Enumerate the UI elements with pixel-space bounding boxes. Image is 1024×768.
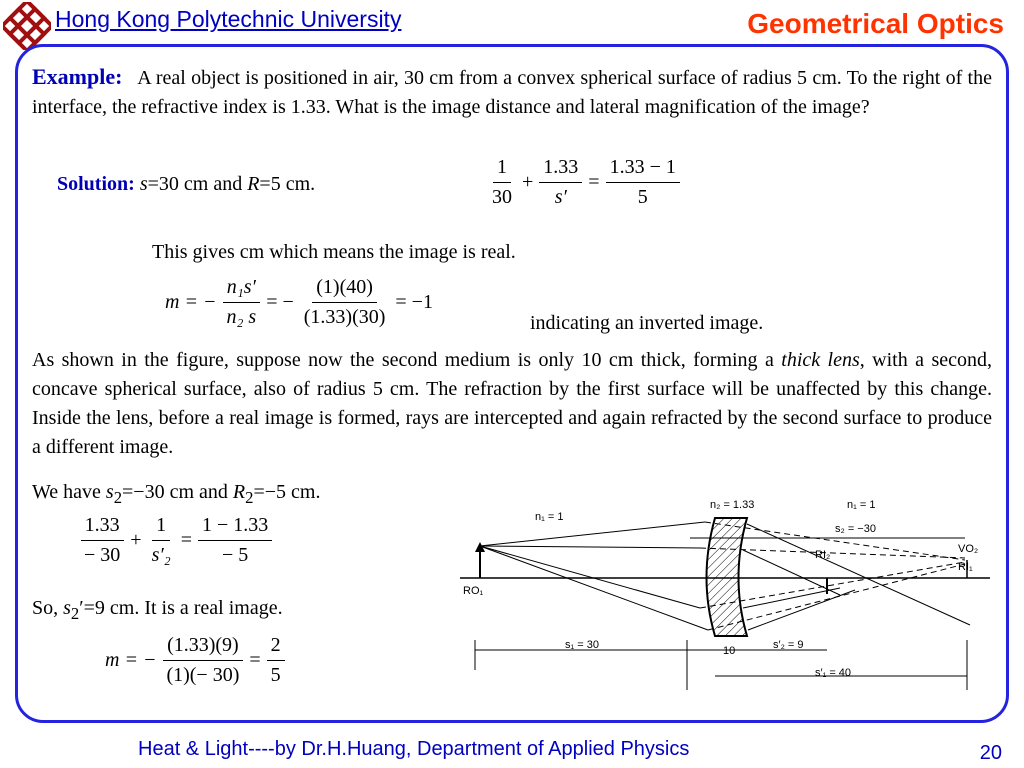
eq3-frac3-num: 1 − 1.33 — [198, 514, 272, 541]
equation-1 — [488, 156, 680, 209]
have-text-3: =−5 cm. — [253, 481, 321, 503]
so-text-1: So, — [32, 597, 64, 619]
eq4-frac1-num: (1.33)(9) — [163, 634, 243, 661]
eq3-frac1-den: − 30 — [84, 544, 121, 566]
eq1-frac1-den: 30 — [492, 186, 512, 208]
solution-label: Solution: — [57, 173, 135, 195]
label-vo2: VO₂ — [958, 543, 979, 555]
so-text-2: =9 cm. It is a real image. — [83, 597, 283, 619]
label-ri1: RI₁ — [958, 561, 973, 573]
label-ri2: RI₂ — [815, 549, 831, 561]
equation-2 — [165, 276, 439, 329]
we-have-line: We have $s_2=-30$ cm and $R_2=-5$ cm. — [32, 481, 321, 507]
eq3-frac3-den: − 5 — [221, 544, 249, 566]
eq3-frac1-num: 1.33 — [81, 514, 124, 541]
university-name[interactable]: Hong Kong Polytechnic University — [55, 6, 402, 32]
para-text-2: , with a second, concave spherical surface, also of radius 5 cm. The refraction by the first surface will be unaffected by this change. Inside the lens, before a real image is formed, rays are intercepted and again refracted by the second surface to produce a different image. — [32, 349, 992, 458]
label-s1: s₁ = 30 — [565, 639, 599, 651]
university-logo — [3, 2, 51, 50]
eq1-plus: + — [522, 171, 534, 193]
example-paragraph — [32, 62, 992, 122]
gives-line: This gives cm which means the image is real. — [152, 241, 516, 263]
label-thickness: 10 — [723, 645, 736, 657]
eq4-lhs: m = − — [105, 649, 157, 671]
thick-lens-term: thick lens — [781, 349, 860, 371]
example-label: Example: — [32, 64, 123, 89]
eq3-frac2-den: s′₂ — [151, 544, 171, 566]
para-text-1: As shown in the figure, suppose now the second medium is only 10 cm thick, forming a — [32, 349, 782, 371]
eq1-frac3-den: 5 — [637, 186, 648, 208]
label-n1-left: n₁ = 1 — [535, 511, 564, 523]
eq4-frac2-den: 5 — [270, 664, 281, 686]
solution-given-end: =5 cm. — [259, 173, 316, 195]
have-text-2: =−30 cm and — [122, 481, 233, 503]
eq3-frac2-num: 1 — [152, 514, 170, 541]
eq2-lhs: m = − — [165, 291, 217, 313]
eq1-equals: = — [588, 171, 600, 193]
label-n2: n₂ = 1.33 — [710, 499, 755, 511]
eq2-mid: = − — [266, 291, 294, 313]
label-s1-prime: s′₁ = 40 — [815, 667, 852, 679]
equation-3 — [80, 514, 272, 567]
eq2-rhs: = −1 — [395, 291, 433, 313]
eq1-frac3-num: 1.33 − 1 — [606, 156, 680, 183]
label-n1-right: n₁ = 1 — [847, 499, 876, 511]
lens-shape — [707, 518, 748, 636]
eq4-frac2-num: 2 — [267, 634, 285, 661]
page-number: 20 — [979, 742, 1002, 764]
eq1-frac2-den: s′ — [554, 186, 567, 208]
eq3-plus: + — [130, 529, 142, 551]
label-s2: s₂ = −30 — [835, 523, 876, 535]
eq4-frac1-den: (1)(− 30) — [166, 664, 240, 686]
eq1-frac2-num: 1.33 — [539, 156, 582, 183]
eq2-frac1-num: n₁s′ — [223, 276, 260, 303]
eq2-frac2-den: (1.33)(30) — [303, 306, 386, 328]
label-ro1: RO₁ — [463, 585, 484, 597]
example-text: A real object is positioned in air, 30 cm from a convex spherical surface of radius 5 cm. To the right of the interface, the refractive index is 1.33. What is the image distance and lateral magnification of the image? — [32, 67, 992, 118]
eq4-equals: = — [249, 649, 261, 671]
eq2-frac2-num: (1)(40) — [312, 276, 377, 303]
eq1-frac1-num: 1 — [493, 156, 511, 183]
solution-given: =30 cm and — [147, 173, 248, 195]
so-line: So, $s_2'=9$ cm. It is a real image. — [32, 597, 283, 623]
slide-title: Geometrical Optics — [747, 8, 1004, 39]
solution-line: Solution: s=30 cm and R=5 cm. — [57, 173, 316, 195]
eq2-frac1-den: n₂ s — [226, 306, 257, 328]
footer-text: Heat & Light----by Dr.H.Huang, Department of Applied Physics — [138, 738, 690, 760]
label-s2-prime: s′₂ = 9 — [773, 639, 804, 651]
have-text-1: We have — [32, 481, 106, 503]
thick-lens-figure — [455, 490, 995, 696]
inverted-note: indicating an inverted image. — [530, 312, 764, 334]
equation-4 — [105, 634, 285, 687]
eq3-equals: = — [180, 529, 192, 551]
thick-lens-paragraph — [32, 346, 992, 462]
